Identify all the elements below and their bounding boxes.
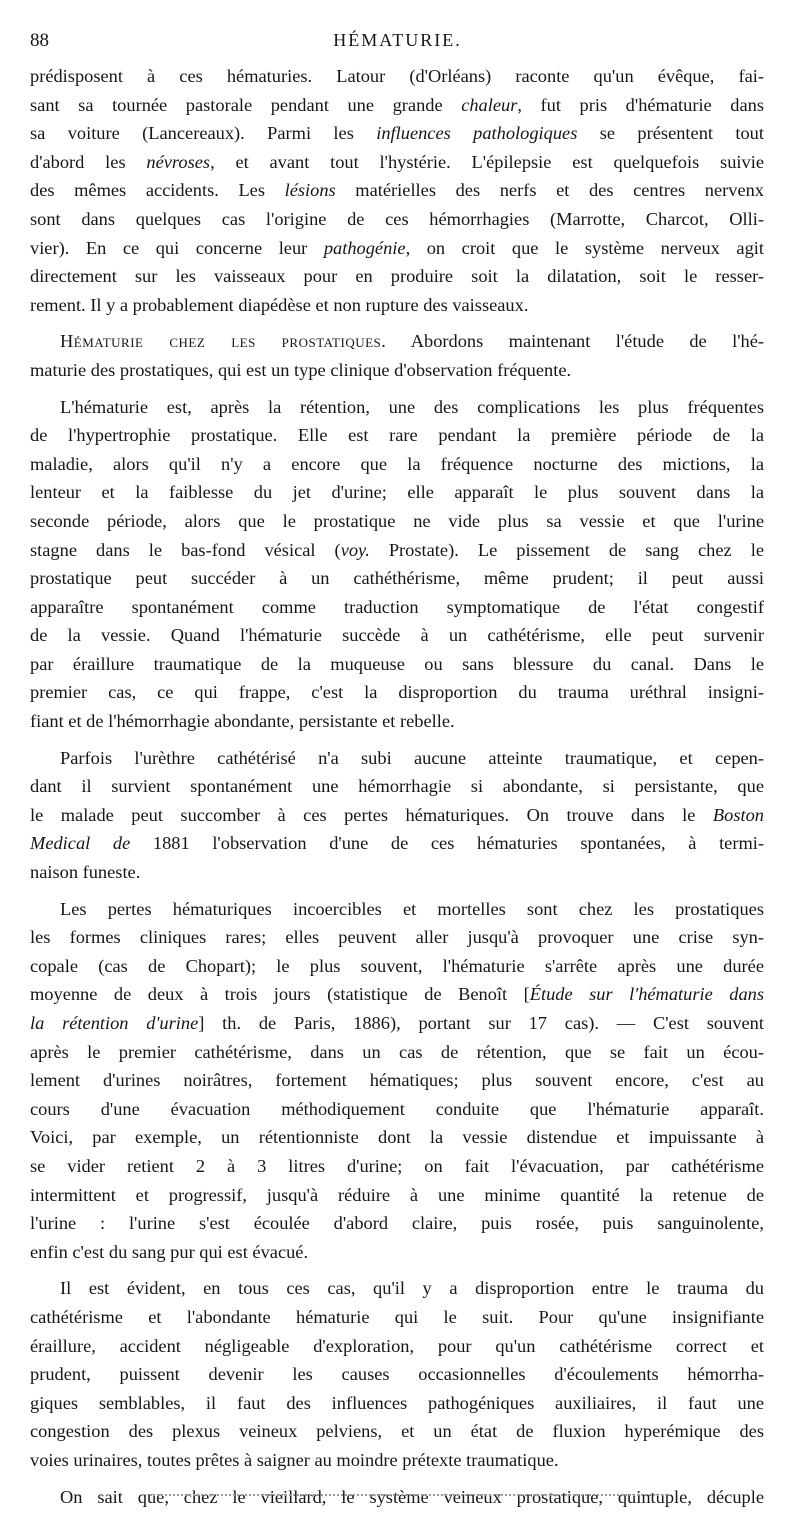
text-line (30, 119, 764, 148)
italic-run: influences pathologiques (376, 123, 578, 144)
text-line (30, 1009, 764, 1038)
text-line (30, 1152, 764, 1181)
text-run: cathétérisme et l'abondante hématurie qui le suit. Pour qu'une insignifiante (30, 1306, 764, 1327)
text-run: congestion des plexus veineux pelviens, et un état de fluxion hyperémique des (30, 1421, 764, 1442)
paragraph-gap (30, 736, 764, 744)
text-run: Prostate). Le pissement de sang chez le (369, 539, 764, 560)
text-line (30, 952, 764, 981)
text-run: le malade peut succomber à ces pertes hématuriques. On trouve dans le (30, 804, 713, 825)
text-line (30, 1209, 764, 1238)
text-run: sant sa tournée pastorale pendant une grande (30, 94, 462, 115)
text-run: moyenne de deux à trois jours (statistique de Benoît [ (30, 984, 530, 1005)
text-run: cours d'une évacuation méthodiquement conduite que l'hématurie apparaît. (30, 1098, 764, 1119)
text-run: d'abord les (30, 151, 147, 172)
text-line (30, 1332, 764, 1361)
running-head: HÉMATURIE. (333, 30, 462, 50)
text-run: Voici, par exemple, un rétentionniste dont la vessie distendue et impuissante à (30, 1127, 764, 1148)
italic-run: pathogénie (323, 237, 406, 258)
text-line (30, 393, 764, 422)
text-line (30, 205, 764, 234)
text-run: vier). En ce qui concerne leur (30, 237, 324, 258)
italic-run: voy. (340, 539, 370, 560)
text-run: lement d'urines noirâtres, fortement hématiques; plus souvent encore, c'est au (30, 1070, 764, 1091)
italic-run: Étude sur l'hématurie dans (529, 984, 764, 1005)
text-run: ] th. de Paris, 1886), portant sur 17 cas). — C'est souvent (198, 1013, 764, 1033)
text-line (30, 1181, 764, 1210)
text-run: se présentent tout (577, 123, 764, 144)
text-run: seconde période, alors que le prostatique ne vide plus sa vessie et que l'urine (30, 510, 764, 531)
text-line (30, 1483, 764, 1512)
paragraph-gap (30, 887, 764, 895)
text-run: l'urine : l'urine s'est écoulée d'abord claire, puis rosée, puis sanguinolente, (30, 1213, 764, 1234)
text-run: dant il survient spontanément une hémorrhagie si abondante, si persistante, que (30, 776, 764, 797)
italic-run: la rétention d'urine (30, 1013, 199, 1033)
text-line (30, 507, 764, 536)
text-line (30, 91, 764, 120)
text-line (30, 327, 764, 356)
text-run: sont dans quelques cas l'origine de ces hémorrhagies (Marrotte, Charcot, Olli- (30, 208, 764, 229)
page-number: 88 (30, 30, 49, 51)
text-run: Les pertes hématuriques incoercibles et mortelles sont chez les prostatiques (60, 898, 764, 919)
text-line (30, 478, 764, 507)
italic-run: névroses (146, 151, 211, 172)
italic-run: Medical de (30, 833, 131, 854)
text-line (30, 1389, 764, 1418)
text-run: directement sur les vaisseaux pour en produire soit la dilatation, soit le resser- (30, 266, 764, 287)
text-run: premier cas, ce qui frappe, c'est la disproportion du trauma uréthral insigni- (30, 682, 764, 703)
text-line (30, 291, 764, 320)
text-run: éraillure, accident négligeable d'exploration, pour qu'un cathétérisme correct et (30, 1335, 764, 1356)
text-run: Parfois l'urèthre cathétérisé n'a subi aucune atteinte traumatique, et cepen- (60, 747, 764, 768)
footer-rule (150, 1494, 670, 1496)
text-run: rement. Il y a probablement diapédèse et non rupture des vaisseaux. (30, 294, 529, 315)
text-run: intermittent et progressif, jusqu'à réduire à une minime quantité la retenue de (30, 1184, 764, 1205)
text-run: , et avant tout l'hystérie. L'épilepsie est quelquefois suivie (210, 151, 764, 172)
text-run: copale (cas de Chopart); le plus souvent, l'hématurie s'arrête après une durée (30, 955, 764, 976)
text-line (30, 1303, 764, 1332)
text-run: de la vessie. Quand l'hématurie succède à un cathétérisme, elle peut survenir (30, 625, 764, 646)
text-run: les formes cliniques rares; elles peuvent aller jusqu'à provoquer une crise syn- (30, 927, 764, 948)
text-line (30, 980, 764, 1009)
paragraph-gap (30, 1475, 764, 1483)
text-line (30, 829, 764, 858)
paragraph-gap (30, 319, 764, 327)
text-run: de l'hypertrophie prostatique. Elle est rare pendant la première période de la (30, 425, 764, 446)
text-line (30, 923, 764, 952)
text-line (30, 707, 764, 736)
text-run: giques semblables, il faut des influences pathogéniques auxiliaires, il faut une (30, 1392, 764, 1413)
text-line (30, 650, 764, 679)
section-heading: Hématurie chez les prostatiques. (60, 331, 387, 352)
paragraph-gap (30, 1266, 764, 1274)
page-header (30, 30, 765, 58)
text-line (30, 176, 764, 205)
text-line (30, 564, 764, 593)
text-run: par éraillure traumatique de la muqueuse ou sans blessure du canal. Dans le (30, 653, 764, 674)
body-text (30, 62, 764, 1511)
text-line (30, 234, 764, 263)
text-line (30, 1038, 764, 1067)
text-line (30, 1446, 764, 1475)
text-run: maladie, alors qu'il n'y a encore que la fréquence nocturne des mictions, la (30, 453, 764, 474)
italic-run: chaleur (461, 94, 518, 115)
text-run: Il est évident, en tous ces cas, qu'il y a disproportion entre le trauma du (60, 1278, 764, 1299)
text-line (30, 450, 764, 479)
text-run: L'hématurie est, après la rétention, une des complications les plus fréquentes (60, 396, 764, 417)
text-run: sa voiture (Lancereaux). Parmi les (30, 123, 377, 144)
text-line (30, 1360, 764, 1389)
text-run: , fut pris d'hématurie dans (517, 94, 764, 115)
text-line (30, 621, 764, 650)
text-line (30, 801, 764, 830)
text-line (30, 1417, 764, 1446)
paragraph-gap (30, 385, 764, 393)
text-run: des mêmes accidents. Les (30, 180, 285, 201)
text-run: lenteur et la faiblesse du jet d'urine; elle apparaît le plus souvent dans la (30, 482, 764, 503)
text-run: enfin c'est du sang pur qui est évacué. (30, 1241, 309, 1262)
text-run: prédisposent à ces hématuries. Latour (d'Orléans) raconte qu'un évêque, fai- (30, 66, 764, 86)
text-line (30, 262, 764, 291)
text-run: voies urinaires, toutes prêtes à saigner au moindre prétexte traumatique. (30, 1449, 559, 1470)
text-line (30, 148, 764, 177)
text-line (30, 1095, 764, 1124)
text-line (30, 593, 764, 622)
text-run: 1881 l'observation d'une de ces hématuries spontanées, à termi- (130, 833, 765, 854)
text-run: apparaître spontanément comme traduction symptomatique de l'état congestif (30, 596, 764, 617)
text-run: après le premier cathétérisme, dans un cas de rétention, que se fait un écou- (30, 1041, 764, 1062)
text-line (30, 1274, 764, 1303)
text-line (30, 858, 764, 887)
text-run: prostatique peut succéder à un cathéthérisme, même prudent; il peut aussi (30, 568, 764, 589)
text-line (30, 1066, 764, 1095)
italic-run: lésions (284, 180, 336, 201)
text-run: maturie des prostatiques, qui est un type clinique d'observation fréquente. (30, 359, 572, 380)
text-line (30, 62, 764, 91)
text-line (30, 1123, 764, 1152)
text-line (30, 895, 764, 924)
italic-run: Boston (712, 804, 764, 825)
text-line (30, 678, 764, 707)
text-run: , on croit que le système nerveux agit (405, 237, 764, 258)
text-run: naison funeste. (30, 862, 141, 883)
text-run: matérielles des nerfs et des centres nervenx (335, 180, 764, 201)
text-run: prudent, puissent devenir les causes occasionnelles d'écoulements hémorrha- (30, 1364, 764, 1385)
text-line (30, 744, 764, 773)
text-line (30, 1238, 764, 1267)
text-line (30, 421, 764, 450)
text-run: Abordons maintenant l'étude de l'hé- (386, 331, 765, 352)
text-run: stagne dans le bas-fond vésical ( (30, 539, 341, 560)
text-line (30, 536, 764, 565)
text-run: On sait que, chez le vieillard, le système veineux prostatique, quintuple, décuple (60, 1486, 764, 1507)
text-line (30, 356, 764, 385)
text-run: fiant et de l'hémorrhagie abondante, persistante et rebelle. (30, 711, 455, 732)
text-line (30, 772, 764, 801)
text-run: se vider retient 2 à 3 litres d'urine; on fait l'évacuation, par cathétérisme (30, 1155, 764, 1176)
